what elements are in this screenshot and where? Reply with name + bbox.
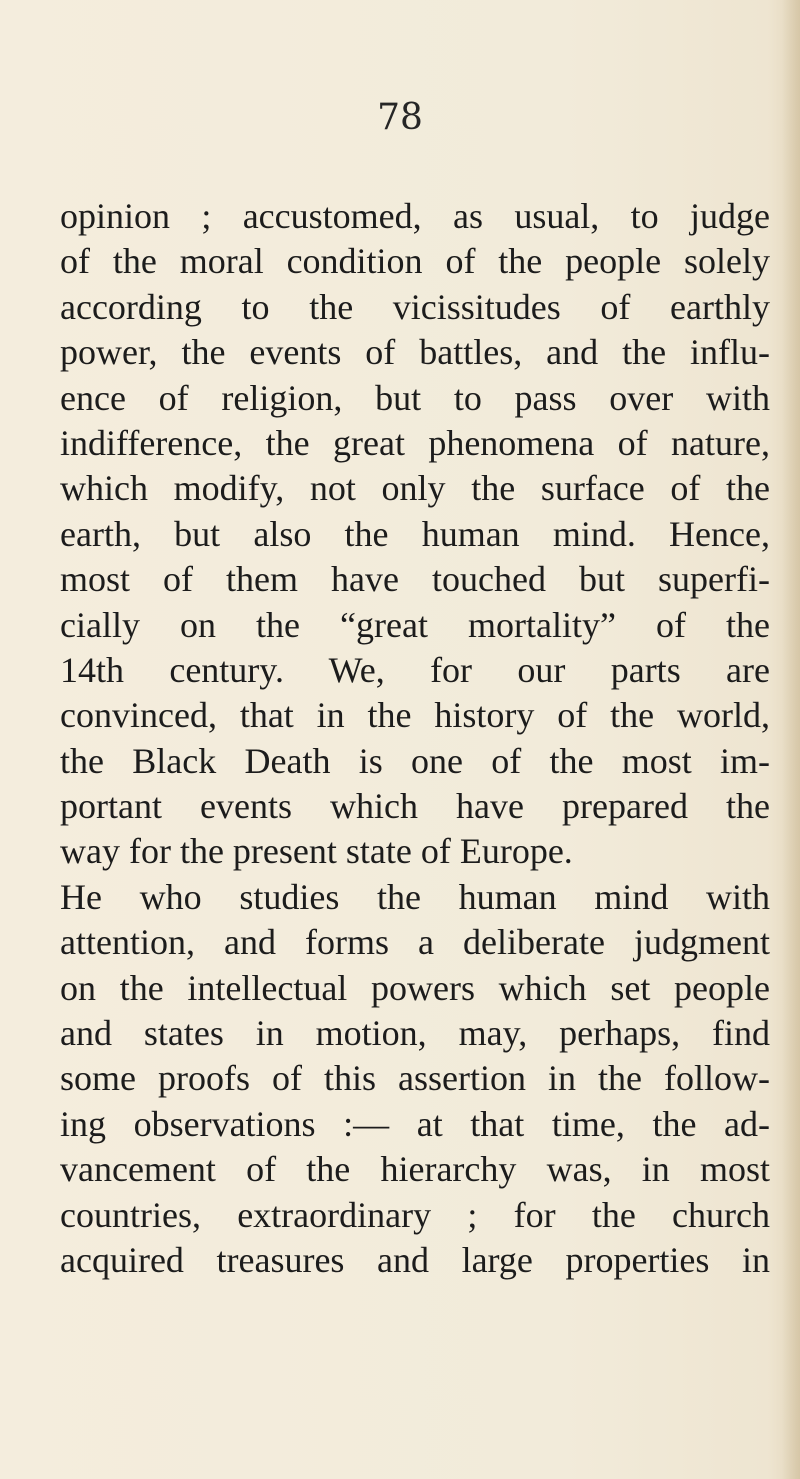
text-line: some proofs of this assertion in the follow- xyxy=(60,1058,770,1099)
text-line: the Black Death is one of the most im- xyxy=(60,740,770,781)
text-line: way for the present state of Europe. xyxy=(60,831,573,872)
text-line: ing observations :— at that time, the ad- xyxy=(60,1103,770,1144)
text-line: power, the events of battles, and the influ- xyxy=(60,332,770,373)
text-line: according to the vicissitudes of earthly xyxy=(60,286,770,327)
text-line: and states in motion, may, perhaps, find xyxy=(60,1013,770,1054)
text-line: of the moral condition of the people solely xyxy=(60,241,770,282)
text-line: He who studies the human mind with xyxy=(60,876,770,917)
text-line: indifference, the great phenomena of nature, xyxy=(60,422,770,463)
text-line: cially on the “great mortality” of the xyxy=(60,604,770,645)
text-line: opinion ; accustomed, as usual, to judge xyxy=(60,196,770,236)
text-line: ence of religion, but to pass over with xyxy=(60,377,770,418)
text-line: vancement of the hierarchy was, in most xyxy=(60,1149,770,1190)
page-number: 78 xyxy=(377,97,423,138)
text-line: earth, but also the human mind. Hence, xyxy=(60,513,770,554)
page-edge-shadow xyxy=(782,0,800,1479)
text-line: 14th century. We, for our parts are xyxy=(60,649,770,690)
text-line: portant events which have prepared the xyxy=(60,786,770,827)
text-line: attention, and forms a deliberate judgment xyxy=(60,922,770,963)
text-line: which modify, not only the surface of the xyxy=(60,468,770,509)
text-line: acquired treasures and large properties in xyxy=(60,1239,770,1280)
text-line: countries, extraordinary ; for the church xyxy=(60,1194,770,1235)
body-text xyxy=(60,194,770,1283)
text-line: most of them have touched but superfi- xyxy=(60,559,770,600)
text-line: convinced, that in the history of the world, xyxy=(60,695,770,736)
text-line: on the intellectual powers which set people xyxy=(60,967,770,1008)
